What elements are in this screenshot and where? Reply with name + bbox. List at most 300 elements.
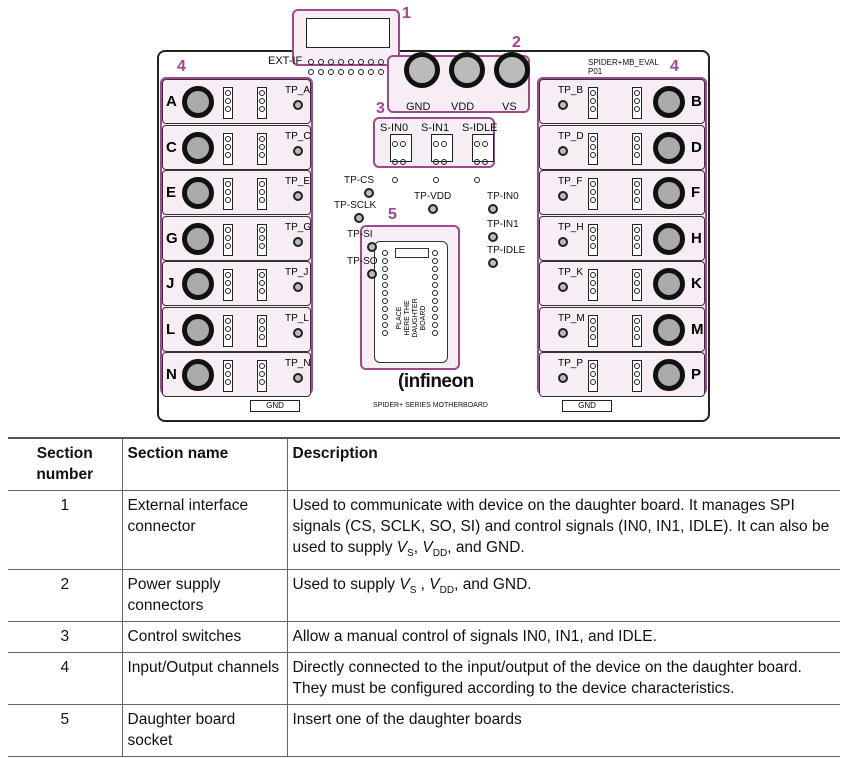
section-name: Control switches (122, 622, 287, 653)
pin (634, 272, 640, 278)
ext-if-pin (308, 69, 314, 75)
test-point-icon (558, 373, 568, 383)
socket-pin (382, 258, 388, 264)
socket-text: PLACE HERE THE DAUGHTER BOARD (396, 298, 427, 338)
ext-if-pin (368, 59, 374, 65)
pin-header (632, 178, 642, 210)
socket-pin (432, 266, 438, 272)
channel-tp-label: TP_A (285, 85, 311, 96)
power-jack-vs (494, 52, 530, 88)
channel-b (539, 79, 705, 124)
socket-top-header (395, 248, 429, 258)
pin (259, 90, 265, 96)
subscript: DD (439, 585, 455, 597)
channel-letter: D (691, 138, 702, 156)
test-point-icon (367, 269, 377, 279)
pin (225, 144, 231, 150)
pin (259, 371, 265, 377)
pin (590, 363, 596, 369)
section-name: External interface connector (122, 491, 287, 570)
pin-header (257, 360, 267, 392)
header-description: Description (287, 438, 840, 491)
switch-s-in0 (390, 134, 412, 162)
pin (634, 326, 640, 332)
channel-letter: A (166, 93, 177, 110)
pin (634, 197, 640, 203)
ext-if-pin (318, 59, 324, 65)
channel-letter: J (166, 275, 175, 292)
ext-if-pin (378, 59, 384, 65)
socket-pin (382, 266, 388, 272)
test-point-icon (488, 258, 498, 268)
pin (225, 90, 231, 96)
pin (634, 371, 640, 377)
pin (259, 197, 265, 203)
channel-tp-label: TP_P (558, 358, 584, 369)
channel-jack-icon (653, 223, 685, 255)
test-point-icon (558, 282, 568, 292)
power-jack-vdd (449, 52, 485, 88)
pin (590, 189, 596, 195)
ext-if-pin (348, 59, 354, 65)
pin-header (223, 360, 233, 392)
pin (634, 152, 640, 158)
pin-header (257, 133, 267, 165)
test-point-icon (293, 100, 303, 110)
section-number: 2 (8, 570, 122, 622)
pin (225, 243, 231, 249)
socket-pin (382, 282, 388, 288)
pin (590, 106, 596, 112)
table-row (8, 705, 840, 757)
channel-tp-label: TP_C (285, 130, 311, 142)
test-point-label: TP-IN0 (487, 191, 519, 202)
pin (590, 90, 596, 96)
pin (634, 243, 640, 249)
channel-tp-label: TP_K (558, 267, 584, 278)
pin-header (588, 315, 598, 347)
pin-header (632, 360, 642, 392)
switch-pin (433, 177, 439, 183)
socket-pin (382, 306, 388, 312)
socket-pin (382, 330, 388, 336)
switch-s-idle (472, 134, 494, 162)
test-point-icon (558, 146, 568, 156)
channel-jack-icon (653, 314, 685, 346)
pin (590, 243, 596, 249)
pin (590, 272, 596, 278)
pin (590, 152, 596, 158)
pin-header (223, 87, 233, 119)
pin (634, 363, 640, 369)
ext-if-pin (338, 69, 344, 75)
socket-pin (432, 250, 438, 256)
callout-3: 3 (376, 100, 385, 117)
pin (590, 227, 596, 233)
ext-if-label: EXT-IF (268, 55, 303, 67)
switch-pin (400, 159, 406, 165)
test-point-icon (558, 191, 568, 201)
switch-label: S-IN1 (421, 122, 450, 134)
pin (225, 318, 231, 324)
channel-jack-icon (653, 177, 685, 209)
pin-header (632, 224, 642, 256)
pin-header (257, 315, 267, 347)
switch-label: S-IN0 (380, 122, 409, 134)
eval-label: SPIDER+MB_EVAL (588, 58, 659, 67)
pin-header (588, 269, 598, 301)
section-description: Allow a manual control of signals IN0, IN1, and IDLE. (287, 622, 840, 653)
socket-pin (432, 290, 438, 296)
test-point-icon (428, 204, 438, 214)
gnd-right-label: GND (578, 401, 596, 410)
test-point-icon (367, 242, 377, 252)
pin (259, 326, 265, 332)
pin (225, 189, 231, 195)
channel-tp-label: TP_E (285, 176, 311, 187)
logo-text: infineon (403, 371, 474, 392)
pin (634, 106, 640, 112)
power-jack-gnd (404, 52, 440, 88)
pin (225, 363, 231, 369)
channel-jack-icon (653, 132, 685, 164)
channel-tp-label: TP_D (558, 130, 584, 142)
socket-pin (382, 274, 388, 280)
test-point-icon (293, 282, 303, 292)
section-description: Used to communicate with device on the daughter board. It manages SPI signals (CS, SCLK, SO, SI) and control signals (IN0, IN1, IDLE). It can also be used to supply $V_S$, $V_{DD}$, and GND. (287, 491, 840, 570)
pin (225, 197, 231, 203)
channel-m (539, 307, 705, 352)
channel-jack-icon (653, 86, 685, 118)
socket-pin (382, 298, 388, 304)
channel-jack-icon (182, 223, 214, 255)
switch-pin (474, 159, 480, 165)
variable-VS: $V_S$ (399, 576, 417, 597)
pin (634, 136, 640, 142)
ext-if-pin (328, 69, 334, 75)
subscript: DD (432, 548, 448, 560)
ext-if-highlight (292, 9, 400, 66)
pin (590, 371, 596, 377)
test-point-icon (558, 328, 568, 338)
channel-jack-icon (182, 359, 214, 391)
channel-h (539, 216, 705, 261)
channel-c (162, 125, 311, 170)
channel-tp-label: TP_G (285, 221, 312, 233)
section-number: 1 (8, 491, 122, 570)
switch-pin (474, 141, 480, 147)
section-description: Directly connected to the input/output of the device on the daughter board. They must be configured according to the device characteristics. (287, 653, 840, 705)
ext-if-pin (338, 59, 344, 65)
switch-pin (441, 159, 447, 165)
pin (590, 181, 596, 187)
pin (259, 181, 265, 187)
switch-pin (482, 159, 488, 165)
ext-if-pin (358, 59, 364, 65)
pin (634, 318, 640, 324)
rev-label: P01 (588, 67, 603, 76)
socket-pin (432, 258, 438, 264)
pin (259, 227, 265, 233)
switch-label: S-IDLE (462, 122, 498, 134)
pin (225, 227, 231, 233)
pin-header (223, 178, 233, 210)
pin-header (257, 224, 267, 256)
channel-l (162, 307, 311, 352)
callout-4-left: 4 (177, 58, 186, 75)
callout-1: 1 (402, 5, 411, 22)
callout-5: 5 (388, 206, 397, 223)
daughter-socket (374, 241, 448, 363)
pin-header (588, 87, 598, 119)
pin (634, 227, 640, 233)
socket-pin (432, 306, 438, 312)
pin (259, 106, 265, 112)
pin (225, 98, 231, 104)
test-point-icon (558, 237, 568, 247)
channel-tp-label: TP_J (285, 267, 309, 278)
section-name: Power supply connectors (122, 570, 287, 622)
channel-jack-icon (182, 268, 214, 300)
pin (634, 334, 640, 340)
pin (225, 379, 231, 385)
switch-pin (392, 159, 398, 165)
ext-if-pin (348, 69, 354, 75)
channel-letter: N (166, 366, 177, 383)
channel-letter: E (166, 184, 177, 201)
channel-jack-icon (182, 314, 214, 346)
pin-header (257, 178, 267, 210)
pin (225, 235, 231, 241)
test-point-label: TP-IDLE (487, 245, 526, 256)
pin (634, 235, 640, 241)
pin (590, 379, 596, 385)
pin (590, 280, 596, 286)
pin (225, 152, 231, 158)
test-point-icon (293, 191, 303, 201)
socket-pin (432, 274, 438, 280)
ext-if-pin (368, 69, 374, 75)
channel-jack-icon (182, 132, 214, 164)
gnd-connector-right (562, 400, 612, 412)
test-point-icon (354, 213, 364, 223)
section-name: Input/Output channels (122, 653, 287, 705)
section-description: Used to supply $V_S$ , $V_{DD}$, and GND. (287, 570, 840, 622)
channel-jack-icon (653, 268, 685, 300)
channel-e (162, 170, 311, 215)
test-point-icon (293, 237, 303, 247)
section-description: Insert one of the daughter boards (287, 705, 840, 757)
pin-header (588, 224, 598, 256)
pin (225, 280, 231, 286)
channel-k (539, 261, 705, 306)
pin (259, 235, 265, 241)
pin-header (257, 87, 267, 119)
power-label-vs: VS (502, 101, 517, 113)
channel-d (539, 125, 705, 170)
pin (259, 98, 265, 104)
socket-pin (432, 298, 438, 304)
test-point-icon (293, 146, 303, 156)
socket-pin (432, 322, 438, 328)
test-point-icon (558, 100, 568, 110)
channel-letter: G (166, 229, 178, 247)
test-point-label: TP-IN1 (487, 219, 519, 230)
switch-pin (482, 141, 488, 147)
ext-if-pin (308, 59, 314, 65)
pin (259, 189, 265, 195)
pin (259, 272, 265, 278)
ext-if-pin (328, 59, 334, 65)
pin (259, 363, 265, 369)
pin (259, 288, 265, 294)
pin (590, 288, 596, 294)
switch-pin (474, 177, 480, 183)
table-row (8, 653, 840, 705)
pin (590, 136, 596, 142)
switch-s-in1 (431, 134, 453, 162)
pin (225, 272, 231, 278)
channel-letter: K (691, 275, 702, 292)
test-point-label: TP-SCLK (334, 200, 377, 211)
pin (590, 326, 596, 332)
pin (259, 379, 265, 385)
section-name: Daughter board socket (122, 705, 287, 757)
pin (590, 98, 596, 104)
ext-if-connector (306, 18, 390, 48)
socket-pin (382, 322, 388, 328)
gnd-connector-left (250, 400, 300, 412)
pin-header (223, 133, 233, 165)
test-point-label: TP-CS (344, 175, 374, 186)
channel-g (162, 216, 311, 261)
test-point-icon (488, 232, 498, 242)
channel-tp-label: TP_M (558, 312, 585, 324)
channel-n (162, 352, 311, 397)
pin (225, 326, 231, 332)
section-number: 4 (8, 653, 122, 705)
channel-p (539, 352, 705, 397)
socket-pin (432, 314, 438, 320)
channel-tp-label: TP_N (285, 358, 311, 369)
sections-table (8, 437, 840, 757)
test-point-icon (364, 188, 374, 198)
pin (225, 288, 231, 294)
test-point-icon (488, 204, 498, 214)
channel-tp-label: TP_F (558, 176, 583, 187)
channel-tp-label: TP_H (558, 221, 584, 233)
pin (259, 144, 265, 150)
gnd-left-label: GND (266, 401, 284, 410)
socket-pin (382, 290, 388, 296)
channel-jack-icon (182, 177, 214, 209)
variable-VDD: $V_{DD}$ (429, 576, 455, 597)
pin-header (588, 178, 598, 210)
channel-j (162, 261, 311, 306)
table-row (8, 491, 840, 570)
socket-pin (382, 250, 388, 256)
switch-pin (433, 159, 439, 165)
channel-letter: H (691, 229, 702, 247)
pin-header (632, 133, 642, 165)
pin (259, 152, 265, 158)
pin-header (588, 133, 598, 165)
channel-f (539, 170, 705, 215)
switch-pin (392, 177, 398, 183)
pin (634, 189, 640, 195)
table-header-row (8, 438, 840, 491)
pin (590, 318, 596, 324)
pin (634, 280, 640, 286)
section-number: 5 (8, 705, 122, 757)
variable-VDD: $V_{DD}$ (422, 539, 448, 560)
pin (225, 136, 231, 142)
test-point-label: TP-SI (347, 229, 373, 240)
pin (259, 136, 265, 142)
socket-pin (432, 330, 438, 336)
switch-pin (433, 141, 439, 147)
pin (225, 106, 231, 112)
channel-tp-label: TP_L (285, 312, 309, 324)
subscript: S (409, 585, 417, 597)
test-point-label: TP-SO (347, 256, 378, 267)
pin (634, 144, 640, 150)
pin (590, 197, 596, 203)
pin (590, 235, 596, 241)
power-label-vdd: VDD (451, 101, 475, 113)
pin (634, 90, 640, 96)
pin (634, 98, 640, 104)
pin-header (223, 269, 233, 301)
pin (225, 334, 231, 340)
variable-VS: $V_S$ (396, 539, 414, 560)
pin (634, 379, 640, 385)
test-point-icon (293, 373, 303, 383)
power-label-gnd: GND (406, 101, 431, 113)
pin (590, 334, 596, 340)
switch-pin (400, 141, 406, 147)
footer-label: SPIDER+ SERIES MOTHERBOARD (373, 402, 488, 409)
pin-header (223, 224, 233, 256)
pin (259, 318, 265, 324)
callout-2: 2 (512, 34, 521, 51)
channel-letter: C (166, 138, 177, 156)
pin (225, 181, 231, 187)
test-point-icon (293, 328, 303, 338)
channel-a (162, 79, 311, 124)
table-row (8, 570, 840, 622)
pin-header (632, 315, 642, 347)
channel-letter: L (166, 320, 176, 338)
socket-pin (432, 282, 438, 288)
pin (590, 144, 596, 150)
pin-header (632, 269, 642, 301)
pin-header (588, 360, 598, 392)
pin (259, 334, 265, 340)
ext-if-pin (358, 69, 364, 75)
section-number: 3 (8, 622, 122, 653)
channel-letter: F (691, 184, 701, 201)
pin (225, 371, 231, 377)
channel-letter: M (691, 320, 704, 338)
pin (634, 181, 640, 187)
table-row (8, 622, 840, 653)
pin-header (223, 315, 233, 347)
callout-4-right: 4 (670, 58, 679, 75)
test-point-label: TP-VDD (414, 191, 452, 202)
subscript: S (407, 548, 414, 560)
socket-pin (382, 314, 388, 320)
